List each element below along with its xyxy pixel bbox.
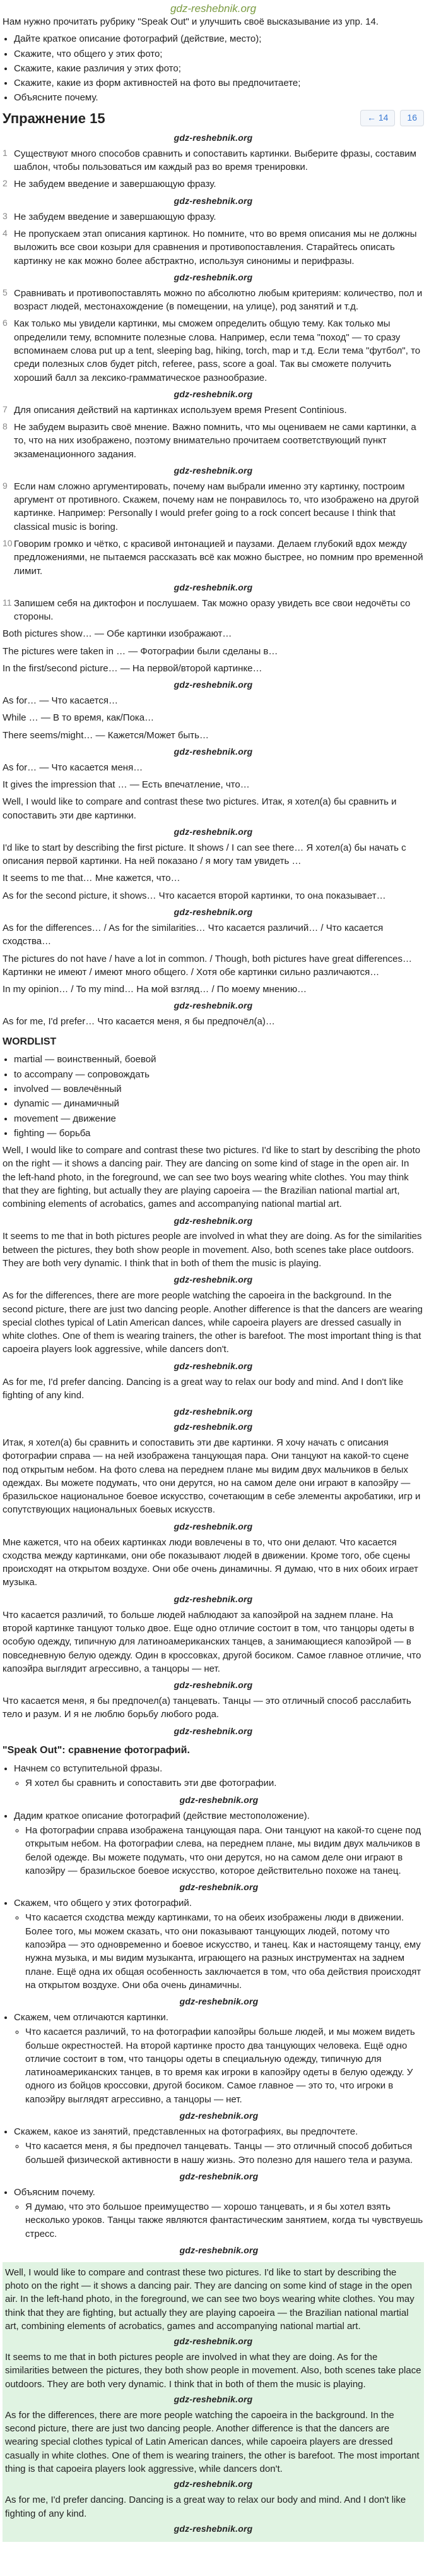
essay-paragraph: As for me, I'd prefer dancing. Dancing is a great way to relax our body and mind. And I don't like fighting of any kind. [5, 2495, 406, 2519]
watermark: gdz-reshebnik.org [179, 1794, 259, 1805]
tip-number: 6 [3, 318, 8, 328]
watermark: gdz-reshebnik.org [173, 680, 253, 690]
phrase: As for… — Что касается… [3, 695, 118, 707]
phrase: As for the second picture, it shows… Что касается второй картинки, то она показывает… [3, 890, 386, 901]
step-label: Дадим краткое описание фотографий (действие местоположение). [14, 1810, 310, 1821]
essay-paragraph: Итак, я хотел(а) бы сравнить и сопоставить эти две картинки. Я хочу начать с описания фотографии справа — на ней изображена танцующая пара. Они танцуют на какой-то сцене под открытым небом. На фото слева на переднем плане мы видим двух мальчиков в белых одеждах. Вы можете подумать, что они дерутся, но на самом деле они играют в капоэйру — бразильское национальное боевое искусство, сочетающим в себе элементы акробатики, игр и сопутствующих национальных боевых искусств. [3, 1437, 421, 1516]
list-item: • to accompany — сопровождать [14, 1068, 424, 1081]
phrase: Well, I would like to compare and contrast these two pictures. Итак, я хотел(а) бы сравнить и сопоставить эти две картинки. [3, 796, 397, 821]
phrase: It gives the impression that … — Есть впечатление, что… [3, 779, 250, 791]
essay-paragraph: Что касается различий, то больше людей наблюдают за капоэйрой на заднем плане. На второй картинке танцуют только двое. Еще одно отличие состоит в том, что танцоры одеты в особую одежду, типичную для латиноамериканских танцев, а занимающиеся капоэйрой — в повседневную белую одежду. Один в кроссовках, другой босиком. Самое главное отличие, что капоэйра выглядит агрессивно, а танцоры — нет. [3, 1609, 421, 1674]
watermark: gdz-reshebnik.org [173, 1000, 253, 1011]
list-item: • dynamic — динамичный [14, 1097, 424, 1110]
final-answer [3, 2262, 424, 2542]
tip-text: Не забудем введение и завершающую фразу. [14, 211, 216, 222]
tip-number: 1 [3, 147, 8, 158]
step-sublist [14, 1776, 424, 1790]
step-sublist [14, 2140, 424, 2167]
exercise-nav [360, 110, 424, 126]
watermark: gdz-reshebnik.org [173, 272, 253, 282]
essay-paragraph: As for the differences, there are more people watching the capoeira in the background. In the second picture, there are just two dancing people. Another difference is that the dancers are wearing special clothes typical of Latin American dances, while capoeira players are dressed casually in white clothes. One of them is wearing trainers, the other is barefoot. The most important thing is that capoeira players look aggressive, while dancers don't. [3, 1290, 423, 1355]
essay-paragraph: Мне кажется, что на обеих картинках люди вовлечены в то, что они делают. Что касается сходства между картинками, они обе показывают людей в движении. Кроме того, обе сцены происходят на открытом воздухе. Они обе очень динамичны. Я думаю, что в них обоих играет музыка. [3, 1537, 418, 1588]
essay-english [3, 1144, 424, 1418]
phrases-list [3, 627, 424, 1028]
list-item: • martial — воинственный, боевой [14, 1053, 424, 1066]
step-sublist [14, 2200, 424, 2241]
speakout-step [14, 1762, 424, 1790]
prev-exercise-button[interactable]: ← 14 [360, 110, 395, 126]
list-item: • Дайте краткое описание фотографий (действие, место); [14, 32, 424, 45]
watermark: gdz-reshebnik.org [173, 2336, 253, 2347]
tip-item [3, 480, 424, 534]
list-item: • Объясните почему. [14, 91, 424, 104]
tip-number: 7 [3, 404, 8, 414]
essay-paragraph: It seems to me that in both pictures people are involved in what they are doing. As for the similarities between the pictures, they both show people in movement. Also, both scenes take place outdoors. They are both very dynamic. I think that in both of them the music is playing. [5, 2352, 421, 2390]
watermark: gdz-reshebnik.org [173, 1593, 253, 1604]
watermark: gdz-reshebnik.org [173, 907, 253, 918]
tip-number: 2 [3, 178, 8, 189]
tip-item [3, 404, 424, 417]
phrase: As for the differences… / As for the similarities… Что касается различий… / Что касается сходства… [3, 922, 384, 947]
essay-paragraph: As for the differences, there are more people watching the capoeira in the background. In the second picture, there are just two dancing people. Another difference is that the dancers are wearing special clothes typical of Latin American dances, while capoeira players are dressed casually in white clothes. One of them is wearing trainers, the other is barefoot. The most important thing is that capoeira players look aggressive, while dancers don't. [5, 2409, 420, 2475]
watermark: gdz-reshebnik.org [179, 2171, 259, 2181]
step-label: Объясним почему. [14, 2186, 95, 2198]
list-item: ◦ На фотографии справа изображена танцующая пара. Они танцуют на какой-то сцене под открытым небом. На фотографии слева, на переднем плане, мы видим двух мальчиков в белой одежде. Вы можете подумать, что они дерутся, но на самом деле они играют в капоэйру — бразильское боевое искусство, которое действительно похоже на танец. [25, 1824, 424, 1878]
tip-item [3, 287, 424, 314]
tip-number: 11 [3, 597, 12, 608]
tip-text: Не забудем выразить своё мнение. Важно помнить, что мы оцениваем не сами картинки, а то, что на них изображено, поэтому внимательно прочитаем соответствующий пункт экзаменационного задания. [14, 421, 416, 460]
wordlist-title: WORDLIST [3, 1036, 57, 1047]
tip-number: 9 [3, 480, 8, 491]
essay-paragraph: As for me, I'd prefer dancing. Dancing is a great way to relax our body and mind. And I don't like fighting of any kind. [3, 1376, 404, 1401]
list-item: • involved — вовлечённый [14, 1082, 424, 1096]
speakout-step [14, 2125, 424, 2167]
watermark: gdz-reshebnik.org [173, 1360, 253, 1371]
step-label: Начнем со вступительной фразы. [14, 1763, 163, 1775]
watermark: gdz-reshebnik.org [173, 388, 253, 399]
tip-number: 8 [3, 421, 8, 431]
phrase: There seems/might… — Кажется/Может быть… [3, 729, 209, 741]
watermark: gdz-reshebnik.org [173, 1422, 253, 1432]
tip-text: Как только мы увидели картинки, мы сможем определить общую тему. Как только мы определили тему, вспомните полезные слова. Например, если тема "поход" — то сразу вспоминаем слова put up a tent, sleeping bag, hiking, torch, map и т.д. Если тема "футбол", то среди полезных слов будет pitch, referee, pass, score a goal. Так вы сможете получить хороший балл за лексико-грамматическое разнообразие. [14, 318, 421, 383]
site-logo[interactable]: gdz-reshebnik.org [170, 3, 257, 15]
list-item: ◦ Что касается сходства между картинками, то на обеих изображены люди в движении. Более того, мы можем сказать, что они показывают танцующих людей, потому что капоэйра — это одновременно и боевое искусство, и танец. Как и настоящему танцу, ему нужна музыка, и мы видим музыканта, играющего на разных инструментах на заднем плане. Ещё одна их общая особенность заключается в том, что оба действия происходят на открытом воздухе. Они оба очень динамичны. [25, 1911, 424, 1992]
watermark: gdz-reshebnik.org [173, 465, 253, 476]
watermark: gdz-reshebnik.org [173, 1521, 253, 1531]
tip-number: 3 [3, 210, 8, 221]
tip-text: Не забудем введение и завершающую фразу. [14, 179, 216, 190]
phrase: As for… — Что касается меня… [3, 762, 143, 773]
tip-item [3, 421, 424, 461]
watermark: gdz-reshebnik.org [173, 133, 253, 143]
step-sublist [14, 1824, 424, 1878]
speakout-title: "Speak Out": сравнение фотографий. [3, 1745, 190, 1756]
speakout-step [14, 1896, 424, 1992]
essay-paragraph: Well, I would like to compare and contrast these two pictures. I'd like to start by describing the photo on the right — it shows a dancing pair. They are dancing on some kind of stage in the open air. In the left-hand photo, in the foreground, we can see two boys wearing white clothes. You may think that they are fighting, but actually they are playing capoeira — the Brazilian national martial art, combining elements of acrobatics, games and accompanying national martial art. [3, 1145, 421, 1210]
step-label: Скажем, чем отличаются картинки. [14, 2011, 168, 2023]
watermark: gdz-reshebnik.org [173, 1215, 253, 1226]
phrase: I'd like to start by describing the first picture. It shows / I can see there… Я хотел(а) бы начать с описания первой картинки. На ней показано / я могу там увидеть … [3, 842, 406, 867]
next-exercise-button[interactable]: 16 [400, 110, 424, 126]
watermark: gdz-reshebnik.org [173, 2394, 253, 2404]
watermark: gdz-reshebnik.org [173, 2479, 253, 2489]
essay-russian [3, 1436, 424, 1738]
list-item: ◦ Что касается меня, я бы предпочел танцевать. Танцы — это отличный способ добиться большей физической активности в нашу жизнь. Это полезно для нашего тела и разума. [25, 2140, 424, 2167]
list-item: • movement — движение [14, 1112, 424, 1125]
list-item: • fighting — борьба [14, 1127, 424, 1140]
phrase: Both pictures show… — Обе картинки изображают… [3, 628, 232, 640]
tip-text: Запишем себя на диктофон и послушаем. Так можно оразу увидеть все свои недочёты со стороны. [14, 597, 411, 622]
list-item: • Скажите, что общего у этих фото; [14, 47, 424, 61]
list-item: ◦ Что касается различий, то на фотографии капоэйры больше людей, и мы можем видеть больше окрестностей. На второй картинке просто два танцующих человека. Ещё одно отличие состоит в том, что танцоры одеты в специальную одежду, типичную для латиноамериканских танцев, в то время как игроки в капоэйру одеты в белую одежду. У одного из бойцов кроссовки, другой босиком. Самое главное — это то, что игроки в капоэйру выглядят агрессивно, а танцоры — нет. [25, 2025, 424, 2106]
tip-text: Сравнивать и противопоставлять можно по абсолютно любым критериям: количество, пол и возраст людей, местонахождение (в помещении, на улице), род занятий и т.д. [14, 287, 423, 313]
tip-number: 10 [3, 537, 13, 548]
essay-paragraph: Well, I would like to compare and contrast these two pictures. I'd like to start by describing the photo on the right — it shows a dancing pair. They are dancing on some kind of stage in the open air. In the left-hand photo, in the foreground, we can see two boys wearing white clothes. You may think that they are fighting, but actually they are playing capoeira — the Brazilian national martial art, combining elements of acrobatics, games and accompanying national martial art. [5, 2267, 414, 2332]
step-label: Скажем, какое из занятий, представленных на фотографиях, вы предпочтете. [14, 2126, 358, 2137]
watermark: gdz-reshebnik.org [173, 2523, 253, 2534]
tip-item [3, 227, 424, 268]
tip-text: Существуют много способов сравнить и сопоставить картинки. Выберите фразы, составим шаблон, чтобы пользоваться им каждый раз во время тренировки. [14, 148, 416, 173]
watermark: gdz-reshebnik.org [173, 1680, 253, 1691]
list-item: • Скажите, какие из форм активностей на фото вы предпочитаете; [14, 76, 424, 90]
exercise-header [3, 109, 424, 128]
watermark: gdz-reshebnik.org [173, 1274, 253, 1285]
tip-item [3, 537, 424, 578]
intro-bullets [3, 32, 424, 104]
speakout-steps [3, 1762, 424, 2257]
step-sublist [14, 2025, 424, 2106]
tip-text: Если нам сложно аргументировать, почему нам выбрали именно эту картинку, построим аргумент от противного. Скажем, почему нам не понравилось то, что изображено на другой картинке. Например: Personally I would prefer going to a rock concert because I think that classical music is boring. [14, 481, 419, 532]
watermark: gdz-reshebnik.org [179, 1996, 259, 2007]
tip-item [3, 177, 424, 191]
watermark: gdz-reshebnik.org [173, 746, 253, 757]
tip-text: Не пропускаем этап описания картинок. Но помните, что во время описания мы не должны выложить все свои козыри для сравнения и противопоставления. Старайтесь описать картинку не как можно более абстрактно, используя синонимы и перифразы. [14, 228, 417, 267]
wordlist [3, 1053, 424, 1140]
phrase: As for me, I'd prefer… Что касается меня, я бы предпочёл(а)… [3, 1016, 275, 1027]
tip-item [3, 147, 424, 174]
watermark: gdz-reshebnik.org [173, 195, 253, 206]
watermark: gdz-reshebnik.org [173, 1725, 253, 1736]
watermark: gdz-reshebnik.org [179, 2111, 259, 2121]
speakout-step [14, 1809, 424, 1878]
tip-text: Говорим громко и чётко, с красивой интонацией и паузами. Делаем глубокий вдох между предложениями, не пытаемся рассказать всё как можно быстрее, но помним про временной лимит. [14, 538, 423, 577]
phrase: It seems to me that… Мне кажется, что… [3, 873, 180, 884]
tip-item [3, 317, 424, 384]
list-item: • Скажите, какие различия у этих фото; [14, 62, 424, 75]
list-item: ◦ Я думаю, что это большое преимущество — хорошо танцевать, и я бы хотел взять несколько уроков. Танцы также являются фантастическим занятием, когда ты чувствуешь стресс. [25, 2200, 424, 2241]
tip-item [3, 597, 424, 624]
watermark: gdz-reshebnik.org [173, 1406, 253, 1417]
tip-number: 4 [3, 227, 8, 238]
watermark: gdz-reshebnik.org [173, 582, 253, 592]
tips-list [3, 147, 424, 623]
intro-text: Нам нужно прочитать рубрику "Speak Out" и улучшить своё высказывание из упр. 14. [3, 16, 379, 27]
tip-number: 5 [3, 287, 8, 297]
watermark: gdz-reshebnik.org [179, 2244, 259, 2255]
phrase: The pictures do not have / have a lot in common. / Though, both pictures have great differences… Картинки не имеют / имеют много общего. / Хотя обе картинки сильно различаются… [3, 953, 412, 978]
watermark: gdz-reshebnik.org [173, 827, 253, 837]
speakout-step [14, 2011, 424, 2106]
speakout-step [14, 2186, 424, 2241]
essay-paragraph: Что касается меня, я бы предпочел(а) танцевать. Танцы — это отличный способ расслабить тело и разум. И я не люблю борьбу любого рода. [3, 1696, 411, 1720]
list-item: ◦ Я хотел бы сравнить и сопоставить эти две фотографии. [25, 1776, 424, 1790]
step-sublist [14, 1911, 424, 1992]
tip-item [3, 210, 424, 224]
phrase: In my opinion… / To my mind… На мой взгляд… / По моему мнению… [3, 984, 307, 995]
page-title: Упражнение 15 [3, 110, 105, 126]
phrase: While … — В то время, как/Пока… [3, 712, 155, 724]
watermark: gdz-reshebnik.org [179, 1882, 259, 1893]
essay-paragraph: It seems to me that in both pictures people are involved in what they are doing. As for the similarities between the pictures, they both show people in movement. Also, both scenes take place outdoors. They are both very dynamic. I think that in both of them the music is playing. [3, 1231, 422, 1269]
phrase: The pictures were taken in … — Фотографии были сделаны в… [3, 645, 278, 657]
phrase: In the first/second picture… — На первой/второй картинке… [3, 662, 262, 674]
step-label: Скажем, что общего у этих фотографий. [14, 1898, 192, 1909]
tip-text: Для описания действий на картинках используем время Present Continious. [14, 404, 347, 416]
